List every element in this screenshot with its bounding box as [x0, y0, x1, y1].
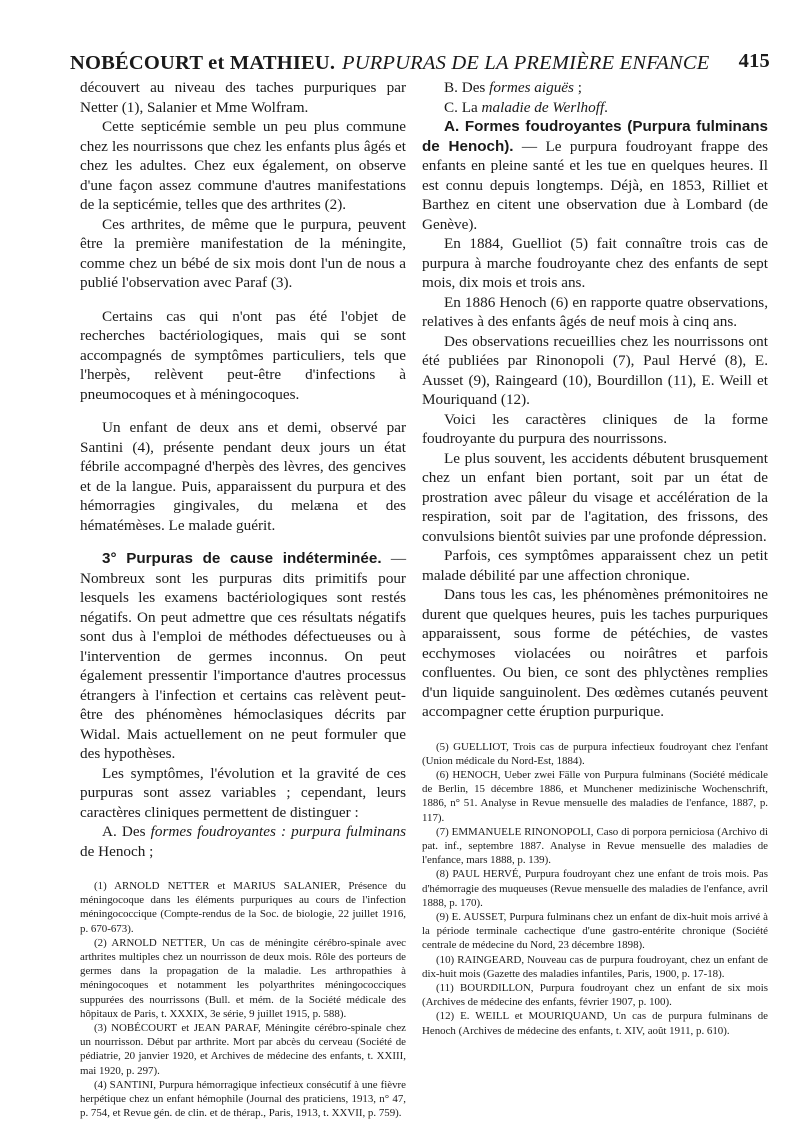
list-emphasis: formes aiguës: [489, 79, 574, 96]
paragraph: Ces arthrites, de même que le purpura, peuvent être la première manifestation de la méningite, comme chez un bébé de six mois dont l'un de nous a publié l'observation avec Paraf (3).: [80, 215, 406, 291]
header-authors: NOBÉCOURT et MATHIEU.: [70, 52, 336, 74]
footnote: (2) ARNOLD NETTER, Un cas de méningite cérébro-spinale avec arthrites multiples chez un nourrisson de deux mois. Rôle des porteurs de germes dans la propagation de la maladie. Les arthropathies à méningocoques et notamment les polyarthrites méningococciques suppurées des nourrissons (Bull. et mém. de la Société médicale des hôpitaux de Paris, t. XXXIX, 3e série, 9 juillet 1915, p. 588).: [80, 936, 406, 1020]
paragraph: En 1886 Henoch (6) en rapporte quatre observations, relatives à des enfants âgés de neuf mois à cinq ans.: [422, 293, 768, 330]
footnote: (6) HENOCH, Ueber zwei Fälle von Purpura fulminans (Société médicale de Berlin, 15 décembre 1886, et Munchener medizinische Wochenschrift, 1886, n° 51. Analyse in Revue mensuelle des maladies de l'enfance, 1887, p. 117).: [422, 768, 768, 824]
footnote: (4) SANTINI, Purpura hémorragique infectieux consécutif à une fièvre herpétique chez un enfant hémophile (Journal des praticiens, 1913, n° 47, p. 754, et Revue gén. de clin. et de thérap., Paris, 1913, t. XXVII, p. 759).: [80, 1078, 406, 1120]
list-text: ;: [573, 79, 582, 96]
paragraph: Des observations recueillies chez les nourrissons ont été publiées par Rinonopoli (7), Paul Hervé (8), E. Ausset (9), Raingeard (10), Bourdillon (11), E. Weill et Mouriquand (12).: [422, 332, 768, 408]
list-text: de Henoch ;: [80, 842, 154, 860]
list-emphasis: formes foudroyantes : purpura fulminans: [150, 823, 406, 840]
list-item: [80, 822, 406, 861]
paragraph: découvert au niveau des taches purpuriques par Netter (1), Salanier et Mme Wolfram.: [80, 79, 406, 116]
footnote: (1) ARNOLD NETTER et MARIUS SALANIER, Présence du méningocoque dans les éléments purpuriques au cours de l'infection méningococcique (Compte-rendus de la Soc. de biologie, 22 juillet 1916, p. 670-673).: [80, 880, 406, 935]
list-marker: A. Des: [102, 823, 151, 840]
paragraph: Le plus souvent, les accidents débutent brusquement chez un enfant bien portant, soit par un état de prostration avec pâleur du visage et accélération de la respiration, soit par de l'agitation, des frissons, des convulsions bientôt suivies par une profonde dépression.: [422, 449, 768, 545]
left-column: [80, 78, 406, 1120]
section-heading: A. Formes foudroyantes (Purpura fulminans de Henoch).: [422, 118, 768, 155]
footnote: (8) PAUL HERVÉ, Purpura foudroyant chez une enfant de trois mois. Pas d'hémorragie des muqueuses (Revue mensuelle des maladies de l'enfance, avril 1888, p. 170).: [422, 868, 768, 909]
paragraph-text: — Le purpura foudroyant frappe des enfants en pleine santé et les tue en quelques heures. Il est connu depuis longtemps. Déjà, en 1853, Rilliet et Barthez en citent une observation due à Lombard (de Genève).: [422, 137, 768, 233]
list-marker: B. Des: [444, 79, 490, 96]
paragraph: Certains cas qui n'ont pas été l'objet de recherches bactériologiques, mais qui se sont accompagnés de symptômes particuliers, tels que l'herpès, relèvent peut-être d'infections à pneumocoques et à méningocoques.: [80, 307, 406, 403]
paragraph: Les symptômes, l'évolution et la gravité de ces purpuras sont assez variables ; cependant, leurs caractères cliniques permettent de distinguer :: [80, 764, 406, 821]
paragraph: Voici les caractères cliniques de la forme foudroyante du purpura des nourrissons.: [422, 410, 768, 447]
list-emphasis: maladie de Werlhoff: [481, 98, 605, 116]
footnote: (5) GUELLIOT, Trois cas de purpura infectieux foudroyant chez l'enfant (Union médicale du Nord-Est, 1884).: [422, 740, 768, 767]
footnotes-right: [422, 740, 768, 1038]
footnote: (7) EMMANUELE RINONOPOLI, Caso di porpora perniciosa (Archivo di pat. inf., septembre 1887. Analyse in Revue mensuelle des maladies de l'enfance, mars 1888, p. 139).: [422, 825, 768, 867]
footnote: (11) BOURDILLON, Purpura foudroyant chez un enfant de six mois (Archives de médecine des enfants, février 1907, p. 100).: [422, 981, 768, 1009]
list-text: .: [604, 98, 608, 116]
running-header: [70, 50, 770, 80]
footnote: (9) E. AUSSET, Purpura fulminans chez un enfant de dix-huit mois arrivé à la période terminale cachectique d'une gastro-entérite chronique (Société centrale de médecine du Nord, 23 décembre 1898).: [422, 910, 768, 952]
page-number: 415: [738, 50, 770, 72]
right-column: [422, 78, 768, 1038]
paragraph: En 1884, Guelliot (5) fait connaître trois cas de purpura à marche foudroyante chez des enfants de sept mois, dix mois et trois ans.: [422, 235, 768, 291]
list-item: [422, 98, 768, 118]
paragraph: Dans tous les cas, les phénomènes prémonitoires ne durent que quelques heures, puis les taches purpuriques apparaissent, sous forme de pétéchies, de vastes ecchymoses violacées ou noirâtres et parfois confluentes. Ou bien, ce sont des phlyctènes remplies d'un liquide sanguinolent. Des œdèmes cutanés peuvent accompagner cette éruption purpurique.: [422, 586, 768, 720]
footnote: (10) RAINGEARD, Nouveau cas de purpura foudroyant, chez un enfant de dix-huit mois (Gazette des maladies infantiles, Paris, 1900, p. 17-18).: [422, 953, 768, 980]
footnote: (12) E. WEILL et MOURIQUAND, Un cas de purpura fulminans de Henoch (Archives de médecine des enfants, t. XIV, août 1911, p. 610).: [422, 1010, 768, 1037]
header-title: PURPURAS DE LA PREMIÈRE ENFANCE: [341, 52, 710, 74]
list-item: [422, 78, 768, 98]
section-paragraph: [422, 117, 768, 234]
list-marker: C. La: [444, 98, 482, 116]
paragraph: Parfois, ces symptômes apparaissent chez un petit malade débilité par une affection chronique.: [422, 547, 768, 584]
footnotes-left: [80, 879, 406, 1120]
section-heading: 3° Purpuras de cause indéterminée.: [102, 550, 382, 567]
footnote: (3) NOBÉCOURT et JEAN PARAF, Méningite cérébro-spinale chez un nourrisson. Début par arthrite. Mort par abcès du cerveau (Société de pédiatrie, 20 janvier 1920, et Archives de médecine des enfants, t. XXIII, mai 1920, p. 297).: [80, 1022, 406, 1077]
paragraph-text: — Nombreux sont les purpuras dits primitifs pour lesquels les examens bactériologiques sont restés négatifs. On peut admettre que ces résultats négatifs sont dus à l'emploi de méthodes défectueuses ou à l'intervention de germes inconnus. On peut également pressentir l'importance d'autres processus étrangers à l'infection et certains cas relèvent peut-être des phénomènes hémoclasiques décrits par Widal. Mais actuellement on ne peut formuler que des hypothèses.: [80, 550, 407, 762]
case-note: Un enfant de deux ans et demi, observé par Santini (4), présente pendant deux jours un état fébrile accompagné d'herpès des lèvres, des gencives et de la langue. Puis, apparaissent du purpura et des hémorragies gingivales, du melæna et des hématémèses. Le malade guérit.: [80, 419, 406, 534]
section-paragraph: [80, 549, 406, 764]
paragraph: Cette septicémie semble un peu plus commune chez les nourrissons que chez les enfants plus âgés et chez les adultes. Chez eux également, on observe d'une façon assez commune d'autres manifestations de la septicémie, telles que des arthrites (2).: [80, 118, 406, 213]
